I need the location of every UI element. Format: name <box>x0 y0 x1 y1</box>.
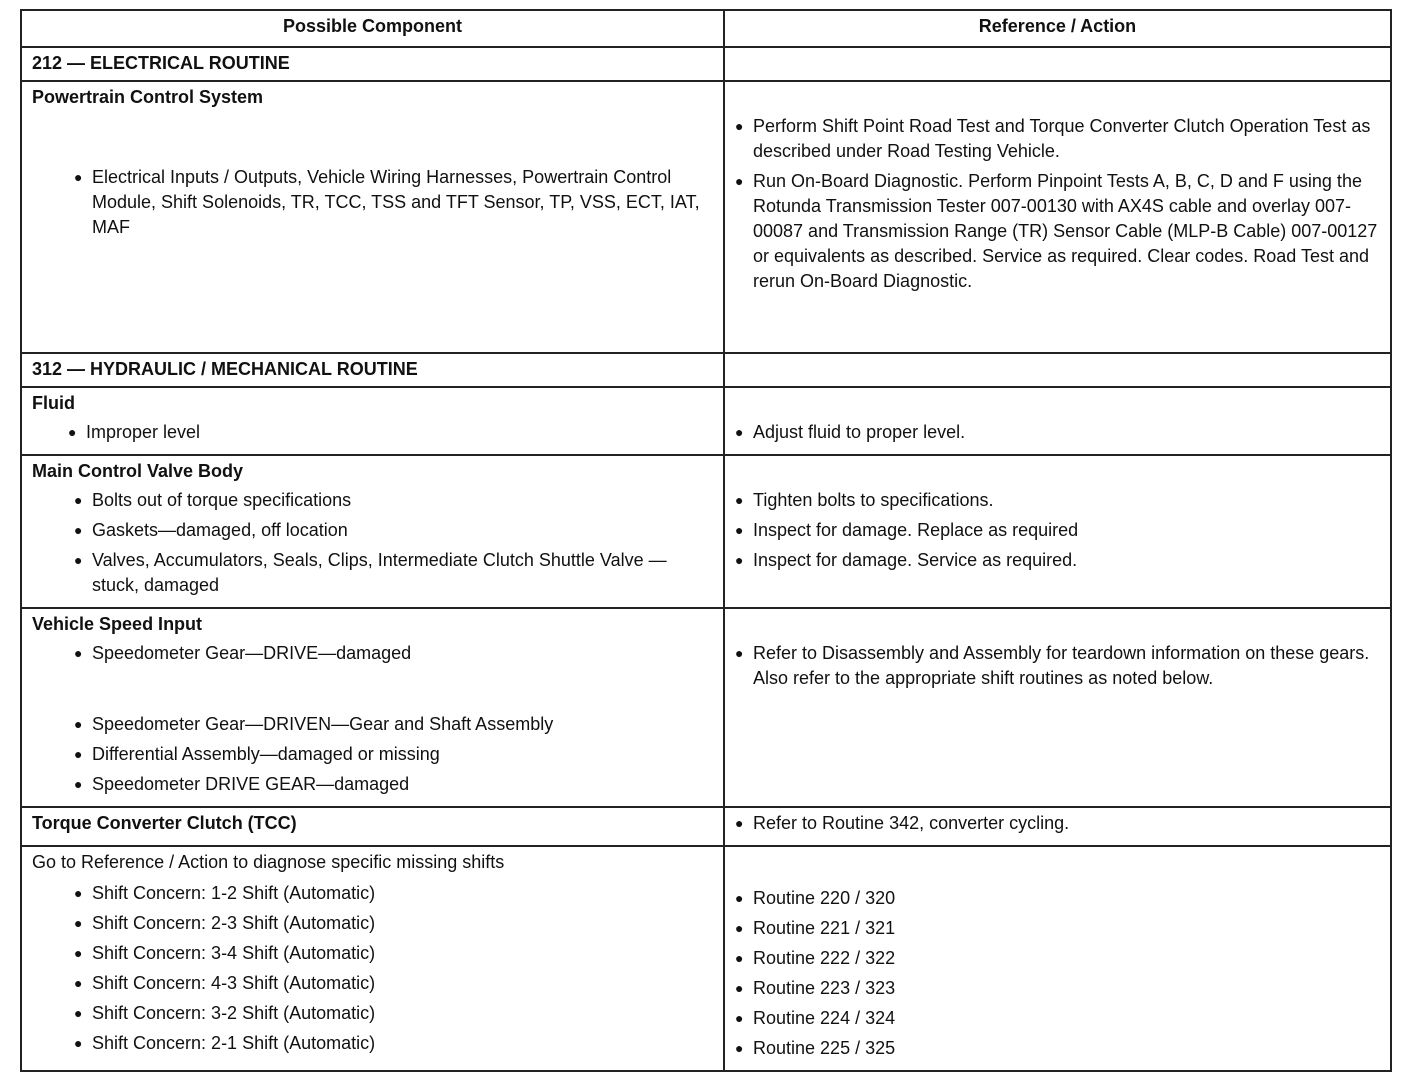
fluid-action-cell <box>724 387 1391 455</box>
fluid-title: Fluid <box>32 393 75 413</box>
missing-shifts-routine-list <box>735 886 1380 1061</box>
powertrain-title: Powertrain Control System <box>32 87 264 107</box>
list-item: ● Routine 224 / 324 <box>735 1006 1380 1031</box>
list-item: ● Tighten bolts to specifications. <box>735 488 1380 513</box>
list-item: ● Gaskets—damaged, off location <box>74 518 713 543</box>
column-header-component: Possible Component <box>21 10 724 47</box>
tcc-action-list <box>735 811 1380 836</box>
section-empty-cell <box>724 353 1391 387</box>
list-item: ● Speedometer Gear—DRIVE—damaged <box>74 641 713 666</box>
table-row-fluid <box>21 387 1391 455</box>
valve-body-action-list <box>735 488 1380 573</box>
list-item: ● Shift Concern: 4-3 Shift (Automatic) <box>74 971 713 996</box>
list-item: ● Shift Concern: 2-3 Shift (Automatic) <box>74 911 713 936</box>
section-row-hydraulic <box>21 353 1391 387</box>
speed-input-action-list <box>735 641 1380 691</box>
list-item: ● Adjust fluid to proper level. <box>735 420 1380 445</box>
valve-body-component-cell <box>21 455 724 608</box>
list-item: ● Inspect for damage. Service as required. <box>735 548 1380 573</box>
list-item: ● Routine 221 / 321 <box>735 916 1380 941</box>
section-row-electrical <box>21 47 1391 81</box>
powertrain-action-list <box>735 114 1380 294</box>
table-row-speed-input <box>21 608 1391 807</box>
missing-shifts-concern-list <box>74 881 713 1056</box>
list-item: ● Inspect for damage. Replace as required <box>735 518 1380 543</box>
valve-body-title: Main Control Valve Body <box>32 461 244 481</box>
missing-shifts-component-cell <box>21 846 724 1071</box>
list-item: ● Refer to Routine 342, converter cycling. <box>735 811 1380 836</box>
speed-input-action-cell <box>724 608 1391 807</box>
list-item: ● Run On-Board Diagnostic. Perform Pinpoint Tests A, B, C, D and F using the Rotunda Transmission Tester 007-00130 with AX4S cable and overlay 007-00087 and Transmission Range (TR) Sensor Cable (MLP-B Cable) 007-00127 or equivalents as described. Service as required. Clear codes. Road Test and rerun On-Board Diagnostic. <box>735 169 1380 294</box>
table-header-row <box>21 10 1391 47</box>
missing-shifts-action-cell <box>724 846 1391 1071</box>
fluid-component-cell <box>21 387 724 455</box>
valve-body-action-cell <box>724 455 1391 608</box>
list-item: ● Perform Shift Point Road Test and Torque Converter Clutch Operation Test as described under Road Testing Vehicle. <box>735 114 1380 164</box>
table-row-powertrain <box>21 81 1391 353</box>
section-empty-cell <box>724 47 1391 81</box>
list-item: ● Electrical Inputs / Outputs, Vehicle Wiring Harnesses, Powertrain Control Module, Shift Solenoids, TR, TCC, TSS and TFT Sensor, TP, VSS, ECT, IAT, MAF <box>74 165 713 240</box>
list-item: ● Shift Concern: 3-4 Shift (Automatic) <box>74 941 713 966</box>
list-item: ● Bolts out of torque specifications <box>74 488 713 513</box>
column-header-action: Reference / Action <box>724 10 1391 47</box>
speed-input-title: Vehicle Speed Input <box>32 614 203 634</box>
list-item: ● Improper level <box>68 420 713 445</box>
list-item: ● Shift Concern: 3-2 Shift (Automatic) <box>74 1001 713 1026</box>
valve-body-component-list <box>74 488 713 598</box>
missing-shifts-intro: Go to Reference / Action to diagnose specific missing shifts <box>32 852 505 872</box>
list-item: ● Routine 225 / 325 <box>735 1036 1380 1061</box>
fluid-action-list <box>735 420 1380 445</box>
section-title-hydraulic: 312 — HYDRAULIC / MECHANICAL ROUTINE <box>21 353 724 387</box>
speed-input-component-list <box>74 641 713 797</box>
list-item: ● Speedometer Gear—DRIVEN—Gear and Shaft Assembly <box>74 712 713 737</box>
powertrain-component-cell <box>21 81 724 353</box>
list-item: ● Routine 222 / 322 <box>735 946 1380 971</box>
table-row-tcc <box>21 807 1391 846</box>
list-item: ● Routine 220 / 320 <box>735 886 1380 911</box>
section-title-electrical: 212 — ELECTRICAL ROUTINE <box>21 47 724 81</box>
table-row-missing-shifts <box>21 846 1391 1071</box>
powertrain-component-list <box>74 165 713 240</box>
list-item: ● Routine 223 / 323 <box>735 976 1380 1001</box>
speed-input-component-cell <box>21 608 724 807</box>
list-item: ● Shift Concern: 2-1 Shift (Automatic) <box>74 1031 713 1056</box>
tcc-action-cell <box>724 807 1391 846</box>
diagnostic-table <box>20 9 1392 1072</box>
list-item: ● Shift Concern: 1-2 Shift (Automatic) <box>74 881 713 906</box>
tcc-title: Torque Converter Clutch (TCC) <box>21 807 724 846</box>
list-item: ● Valves, Accumulators, Seals, Clips, Intermediate Clutch Shuttle Valve —stuck, damaged <box>74 548 713 598</box>
list-item: ● Refer to Disassembly and Assembly for teardown information on these gears. Also refer to the appropriate shift routines as noted below. <box>735 641 1380 691</box>
powertrain-action-cell <box>724 81 1391 353</box>
fluid-component-list <box>68 420 713 445</box>
table-row-valve-body <box>21 455 1391 608</box>
list-item: ● Differential Assembly—damaged or missing <box>74 742 713 767</box>
list-item: ● Speedometer DRIVE GEAR—damaged <box>74 772 713 797</box>
